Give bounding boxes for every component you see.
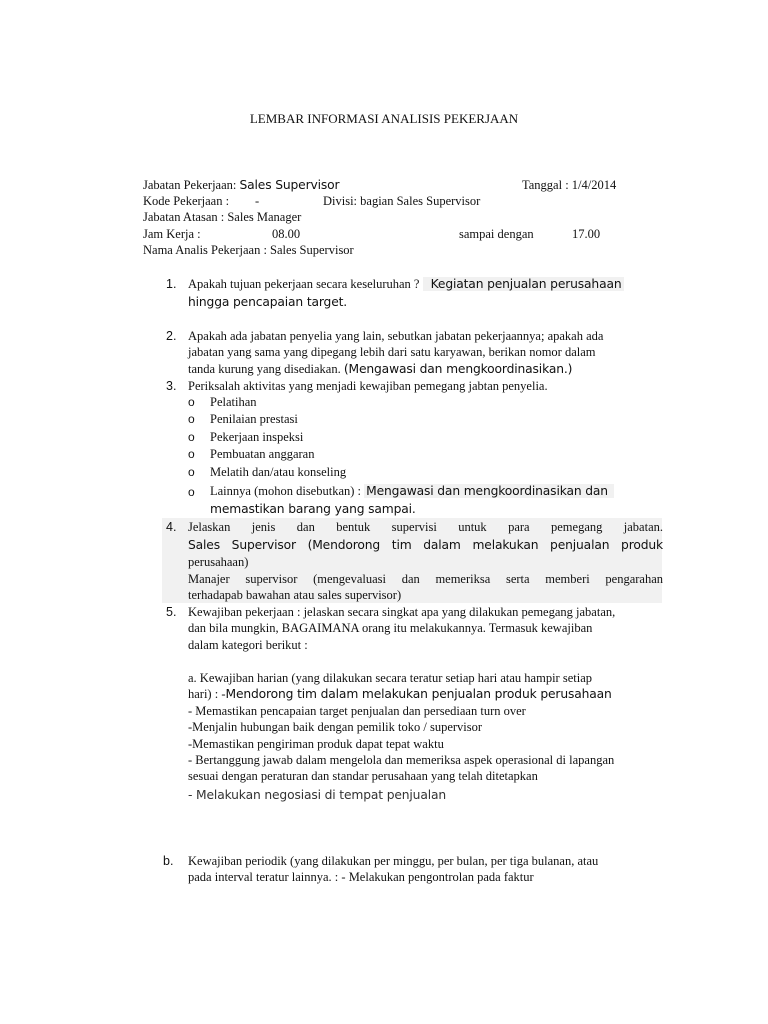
list-item: -Menjalin hubungan baik dengan pemilik toko / supervisor bbox=[188, 720, 483, 734]
bullet-marker: o bbox=[188, 485, 195, 499]
daily-duties-answer: Mendorong tim dalam melakukan penjualan produk perusahaan bbox=[225, 687, 612, 701]
list-item: - Memastikan pencapaian target penjualan dan persediaan turn over bbox=[188, 704, 526, 718]
question-4-line: Sales Supervisor (Mendorong tim dalam melakukan penjualan produk bbox=[188, 538, 663, 552]
bullet-marker: o bbox=[188, 465, 195, 479]
question-1-answer: Kegiatan penjualan perusahaan bbox=[423, 277, 625, 291]
tanggal-field: Tanggal : 1/4/2014 bbox=[522, 178, 617, 192]
bullet-marker: o bbox=[188, 412, 195, 426]
question-number: 1. bbox=[166, 277, 177, 291]
nama-analis-field: Nama Analis Pekerjaan : Sales Supervisor bbox=[143, 243, 354, 257]
list-item: - Melakukan negosiasi di tempat penjualan bbox=[188, 788, 447, 802]
section-b-line: pada interval teratur lainnya. : - Melakukan pengontrolan pada faktur bbox=[188, 870, 534, 884]
question-4-line: perusahaan) bbox=[188, 555, 249, 569]
jam-mulai: 08.00 bbox=[272, 227, 301, 241]
question-number: 4. bbox=[166, 520, 177, 534]
list-item-label: Lainnya (mohon disebutkan) : bbox=[210, 484, 362, 498]
question-3-text: Periksalah aktivitas yang menjadi kewajiban pemegang jabtan penyelia. bbox=[188, 379, 548, 393]
atasan-field: Jabatan Atasan : Sales Manager bbox=[143, 210, 302, 224]
daily-duties-label: hari) : - bbox=[188, 687, 226, 701]
bullet-marker: o bbox=[188, 395, 195, 409]
bullet-marker: o bbox=[188, 430, 195, 444]
divisi-field: Divisi: bagian Sales Supervisor bbox=[323, 194, 481, 208]
daily-duties-heading: a. Kewajiban harian (yang dilakukan secara teratur setiap hari atau hampir setiap bbox=[188, 671, 592, 685]
question-text: Apakah tujuan pekerjaan secara keseluruhan ? bbox=[188, 277, 420, 291]
question-2-line: jabatan yang sama yang dipegang lebih dari satu karyawan, berikan nomor dalam bbox=[188, 345, 596, 359]
question-text: tanda kurung yang disediakan. bbox=[188, 362, 341, 376]
list-item: sesuai dengan peraturan dan standar perusahaan yang telah ditetapkan bbox=[188, 769, 538, 783]
question-4-line: Manajer supervisor (mengevaluasi dan memeriksa serta memberi pengarahan bbox=[188, 572, 663, 586]
question-number: 3. bbox=[166, 379, 177, 393]
kode-value: - bbox=[255, 194, 260, 208]
question-5-line: dan bila mungkin, BAGAIMANA orang itu melakukannya. Termasuk kewajiban bbox=[188, 621, 593, 635]
list-item-lainnya bbox=[210, 483, 614, 500]
list-item: Pembuatan anggaran bbox=[210, 447, 315, 461]
list-item: Pelatihan bbox=[210, 395, 257, 409]
jabatan-row bbox=[143, 177, 339, 194]
list-item: Penilaian prestasi bbox=[210, 412, 298, 426]
question-number: 2. bbox=[166, 329, 177, 343]
question-1-text bbox=[188, 276, 624, 293]
question-2-answer: (Mengawasi dan mengkoordinasikan.) bbox=[343, 362, 573, 376]
jam-selesai: 17.00 bbox=[572, 227, 601, 241]
page-title: LEMBAR INFORMASI ANALISIS PEKERJAAN bbox=[249, 111, 519, 126]
sampai-label: sampai dengan bbox=[459, 227, 534, 241]
question-2-line: Apakah ada jabatan penyelia yang lain, sebutkan jabatan pekerjaannya; apakah ada bbox=[188, 329, 604, 343]
list-item: Pekerjaan inspeksi bbox=[210, 430, 304, 444]
lainnya-answer-cont: memastikan barang yang sampai. bbox=[210, 502, 416, 516]
bullet-marker: o bbox=[188, 447, 195, 461]
question-4-line: Jelaskan jenis dan bentuk supervisi untuk para pemegang jabatan. bbox=[188, 520, 663, 534]
section-marker: b. bbox=[163, 854, 174, 868]
kode-label: Kode Pekerjaan : bbox=[143, 194, 230, 208]
question-number: 5. bbox=[166, 605, 177, 619]
list-item: Melatih dan/atau konseling bbox=[210, 465, 347, 479]
question-2-line bbox=[188, 361, 572, 378]
lainnya-answer: Mengawasi dan mengkoordinasikan dan bbox=[364, 484, 614, 498]
jabatan-value: Sales Supervisor bbox=[239, 178, 340, 192]
question-5-line: Kewajiban pekerjaan : jelaskan secara singkat apa yang dilakukan pemegang jabatan, bbox=[188, 605, 616, 619]
list-item: - Bertanggung jawab dalam mengelola dan memeriksa aspek operasional di lapangan bbox=[188, 753, 615, 767]
question-4-line: terhadapab bawahan atau sales supervisor) bbox=[188, 588, 402, 602]
question-1-answer-cont: hingga pencapaian target. bbox=[188, 295, 348, 309]
jam-label: Jam Kerja : bbox=[143, 227, 201, 241]
jabatan-label: Jabatan Pekerjaan: bbox=[143, 178, 237, 192]
daily-duties-line bbox=[188, 686, 612, 703]
section-b-line: Kewajiban periodik (yang dilakukan per minggu, per bulan, per tiga bulanan, atau bbox=[188, 854, 599, 868]
question-5-line: dalam kategori berikut : bbox=[188, 638, 308, 652]
list-item: -Memastikan pengiriman produk dapat tepat waktu bbox=[188, 737, 444, 751]
